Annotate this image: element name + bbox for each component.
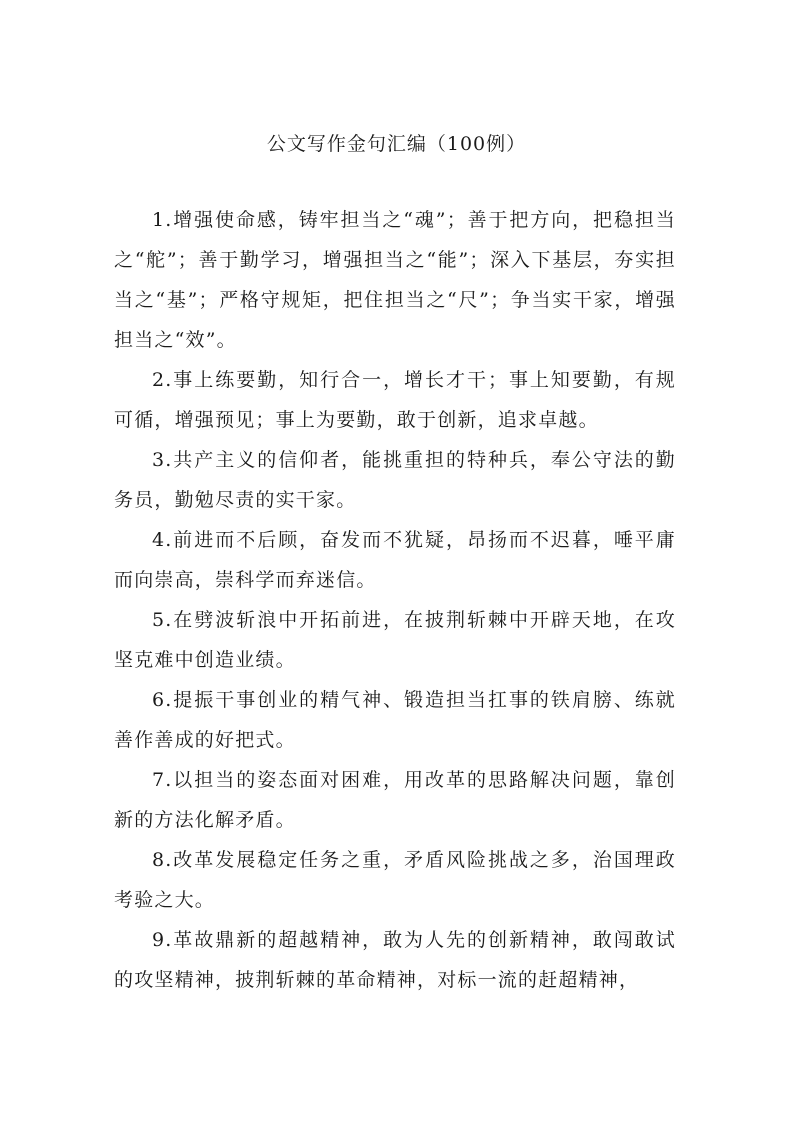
document-body bbox=[114, 200, 676, 1000]
paragraph-2: 2.事上练要勤，知行合一，增长才干；事上知要勤，有规可循，增强预见；事上为要勤，敢于创新，追求卓越。 bbox=[114, 369, 676, 431]
paragraph-1: 1.增强使命感，铸牢担当之“魂”；善于把方向，把稳担当之“舵”；善于勤学习，增强担当之“能”；深入下基层，夯实担当之“基”；严格守规矩，把住担当之“尺”；争当实干家，增强担当之“效”。 bbox=[114, 209, 676, 351]
document-title: 公文写作金句汇编（100例） bbox=[266, 133, 527, 155]
paragraph-4: 4.前进而不后顾，奋发而不犹疑，昂扬而不迟暮，唾平庸而向崇高，崇科学而弃迷信。 bbox=[114, 529, 676, 591]
paragraph-8: 8.改革发展稳定任务之重，矛盾风险挑战之多，治国理政考验之大。 bbox=[114, 849, 676, 911]
paragraph-9: 9.革故鼎新的超越精神，敢为人先的创新精神，敢闯敢试的攻坚精神，披荆斩棘的革命精神，对标一流的赶超精神， bbox=[114, 929, 676, 991]
paragraph-3: 3.共产主义的信仰者，能挑重担的特种兵，奉公守法的勤务员，勤勉尽责的实干家。 bbox=[114, 449, 676, 511]
paragraph-5: 5.在劈波斩浪中开拓前进，在披荆斩棘中开辟天地，在攻坚克难中创造业绩。 bbox=[114, 609, 676, 671]
paragraph-7: 7.以担当的姿态面对困难，用改革的思路解决问题，靠创新的方法化解矛盾。 bbox=[114, 769, 676, 831]
paragraph-6: 6.提振干事创业的精气神、锻造担当扛事的铁肩膀、练就善作善成的好把式。 bbox=[114, 689, 676, 751]
